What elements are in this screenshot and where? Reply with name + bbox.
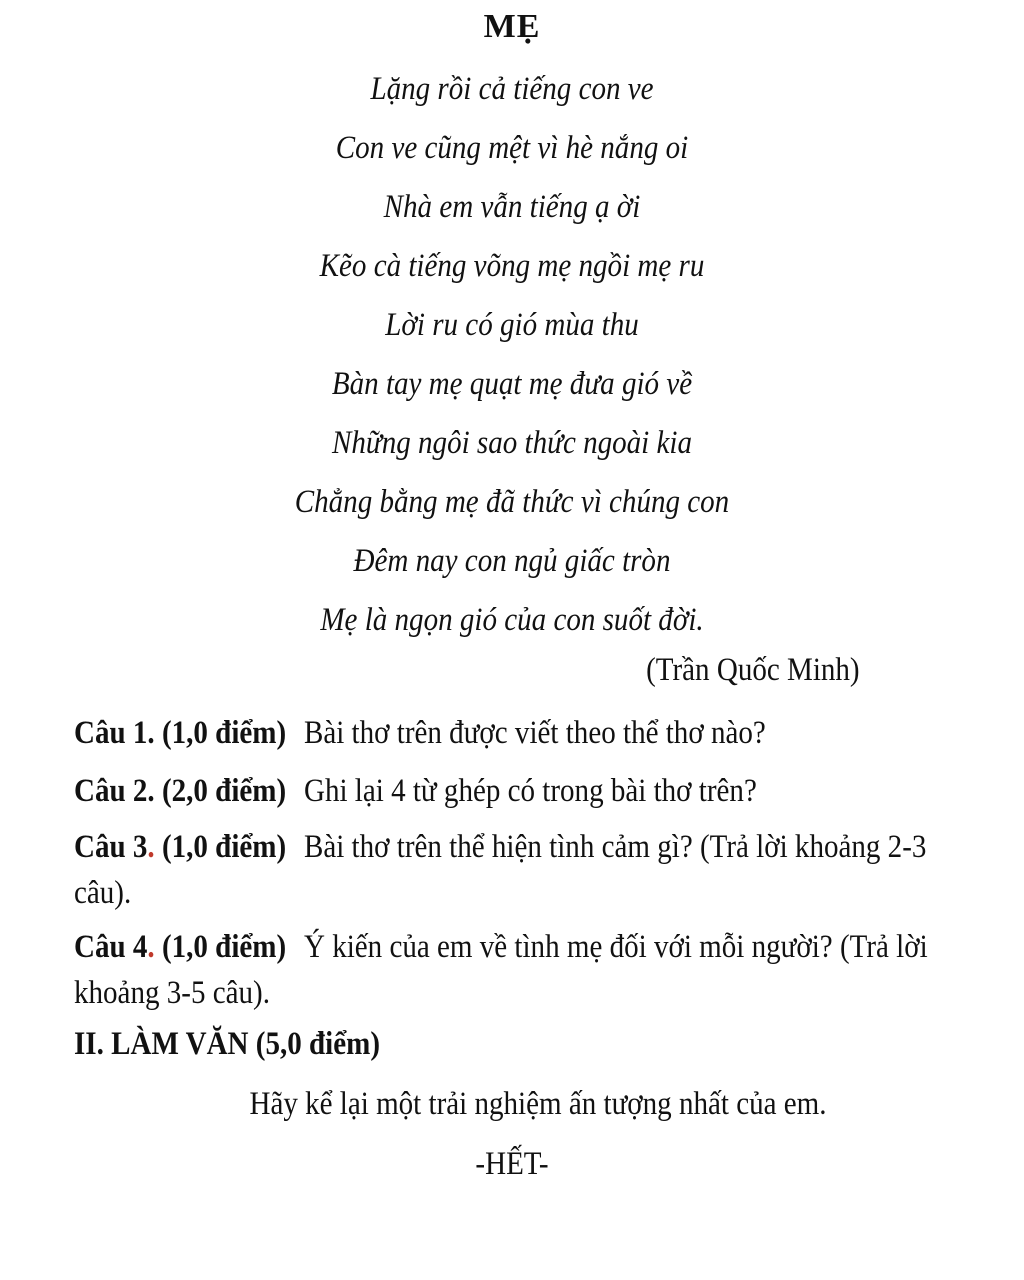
question-points: (1,0 điểm)	[161, 715, 287, 751]
poem-line: Mẹ là ngọn gió của con suốt đời.	[320, 602, 704, 638]
question-text: Ý kiến của em về tình mẹ đối với mỗi người? (Trả lời khoảng 3-5 câu).	[74, 929, 928, 1011]
poem-line: Kẽo cà tiếng võng mẹ ngồi mẹ ru	[319, 248, 705, 284]
question-points: (1,0 điểm)	[161, 829, 287, 865]
question-2	[74, 766, 940, 816]
question-4	[74, 924, 940, 1016]
question-1	[74, 708, 940, 758]
question-text: Bài thơ trên thể hiện tình cảm gì? (Trả lời khoảng 2-3 câu).	[74, 829, 927, 911]
question-number: Câu 4	[74, 929, 148, 965]
poem-author: (Trần Quốc Minh)	[646, 652, 860, 688]
poem	[0, 64, 1024, 654]
question-points: (1,0 điểm)	[161, 929, 287, 965]
poem-line: Đêm nay con ngủ giấc tròn	[353, 543, 671, 579]
essay-prompt: Hãy kể lại một trải nghiệm ấn tượng nhất của em.	[249, 1086, 827, 1122]
poem-line: Nhà em vẫn tiếng ạ ời	[383, 189, 641, 225]
question-dot: .	[147, 773, 155, 809]
question-text: Bài thơ trên được viết theo thể thơ nào?	[303, 715, 766, 751]
poem-line: Những ngôi sao thức ngoài kia	[331, 425, 692, 461]
poem-line: Con ve cũng mệt vì hè nắng oi	[335, 130, 689, 166]
question-number: Câu 2	[74, 773, 148, 809]
end-mark: -HẾT-	[475, 1146, 549, 1182]
poem-line: Chẳng bằng mẹ đã thức vì chúng con	[294, 484, 730, 520]
section-heading: II. LÀM VĂN (5,0 điểm)	[74, 1026, 380, 1062]
question-dot: .	[147, 715, 155, 751]
question-points: (2,0 điểm)	[161, 773, 287, 809]
poem-title: MẸ	[483, 8, 541, 45]
question-3	[74, 824, 940, 916]
question-list	[74, 708, 974, 1024]
poem-line: Lặng rồi cả tiếng con ve	[370, 71, 654, 107]
poem-line: Lời ru có gió mùa thu	[385, 307, 639, 343]
question-number: Câu 1	[74, 715, 148, 751]
question-text: Ghi lại 4 từ ghép có trong bài thơ trên?	[303, 773, 757, 809]
question-number: Câu 3	[74, 829, 148, 865]
poem-line: Bàn tay mẹ quạt mẹ đưa gió về	[331, 366, 693, 402]
question-dot: .	[147, 829, 155, 865]
question-dot: .	[147, 929, 155, 965]
